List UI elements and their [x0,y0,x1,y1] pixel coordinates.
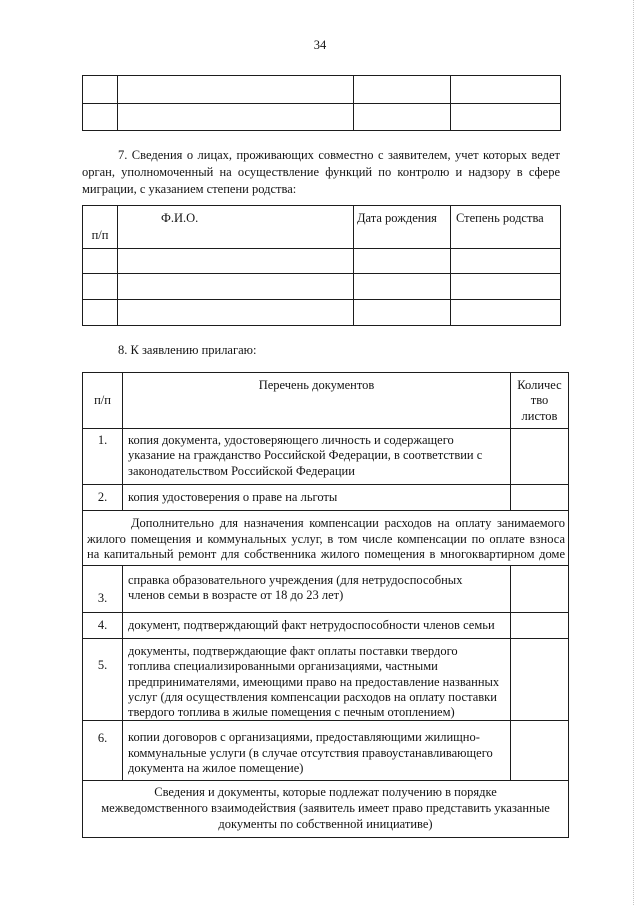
table-cell [354,104,451,131]
header-full-name [118,206,354,249]
row-sheet-count [511,566,569,613]
interagency-note [83,781,569,838]
table-cell [83,300,118,326]
table-row [83,721,569,781]
paragraph-line: орган, уполномоченный на осуществление функций по контролю и надзору в сфере [82,165,560,179]
table-row [83,249,561,274]
header-sheet-count-line: тво [530,393,549,408]
document-line: членов семьи в возрасте от 18 до 23 лет) [128,588,344,603]
row-document [123,429,511,485]
table-cell [451,104,561,131]
section-7-paragraph [82,147,560,198]
row-number [83,639,123,721]
note-line: межведомственного взаимодействия (заявитель имеет право представить указанные [101,801,550,816]
document-line: твердого топлива в жилые помещения с печным отоплением) [128,705,455,720]
row-sheet-count [511,639,569,721]
table-cell [83,249,118,274]
table-row [83,429,569,485]
row-number [83,566,123,613]
table-cell [451,249,561,274]
row-number-label: 1. [97,433,108,447]
table-row [83,639,569,721]
header-sheet-count [511,373,569,429]
document-line: документы, подтверждающие факт оплаты поставки твердого [128,644,458,658]
document-line: коммунальные услуги (в случае отсутствия правоустанавливающего [128,745,493,760]
row-number-label: 4. [97,618,108,632]
table-cell [118,274,354,300]
document-line: копии договоров с организациями, предоставляющими жилищно- [128,730,480,745]
table-header-row [83,373,569,429]
document-line: законодательством Российской Федерации [128,463,355,478]
table-cell [354,274,451,300]
page-number: 34 [313,38,327,52]
row-number-label: 6. [97,731,108,746]
table-row [83,613,569,639]
row-sheet-count [511,485,569,511]
documents-table [82,372,569,838]
row-number [83,429,123,485]
section-note-row [83,781,569,838]
table-cell [118,300,354,326]
table-cell [118,76,354,104]
document-line: топлива специализированными организациями, частными [128,659,438,674]
table-cell [354,300,451,326]
section-note-row [83,511,569,566]
row-document [123,613,511,639]
header-documents-list-label: Перечень документов [258,378,375,392]
table-cell [354,249,451,274]
section-8-heading-text: 8. К заявлению прилагаю: [118,343,257,357]
header-documents-list [123,373,511,429]
row-sheet-count [511,721,569,781]
continued-table [82,75,561,131]
header-relationship-label: Степень родства [456,211,544,225]
header-sheet-count-line: листов [521,408,558,423]
table-cell [451,76,561,104]
row-number-label: 3. [97,590,108,605]
row-sheet-count [511,429,569,485]
additional-section-note [83,511,569,566]
table-cell [451,274,561,300]
table-row [83,76,561,104]
document-line: услуг (для осуществления компенсации расходов на оплату поставки [128,689,497,704]
table-cell [118,104,354,131]
document-line: указание на гражданство Российской Федерации, в соответствии с [128,448,483,463]
row-document [123,639,511,721]
row-document [123,566,511,613]
paragraph-line: миграции, с указанием степени родства: [82,182,297,196]
note-line: документы по собственной инициативе) [218,817,433,832]
table-row [83,274,561,300]
table-cell [354,76,451,104]
note-line: на капитальный ремонт для собственника жилого помещения в многоквартирном доме [87,547,565,561]
header-number-label: п/п [91,227,109,242]
row-sheet-count [511,613,569,639]
document-line: копия документа, удостоверяющего личность и содержащего [128,433,454,447]
header-relationship [451,206,561,249]
header-sheet-count-line: Количес [517,378,562,392]
residents-table [82,205,561,326]
document-line: документ, подтверждающий факт нетрудоспособности членов семьи [128,618,495,632]
note-line: Сведения и документы, которые подлежат получению в порядке [154,785,497,800]
document-line: документа на жилое помещение) [128,761,304,776]
header-birth-date [354,206,451,249]
table-row [83,104,561,131]
header-number [83,206,118,249]
row-number [83,613,123,639]
header-full-name-label: Ф.И.О. [161,211,199,225]
table-cell [83,274,118,300]
document-line: копия удостоверения о праве на льготы [128,490,338,504]
row-document [123,721,511,781]
section-8-heading [118,342,418,359]
table-cell [83,76,118,104]
table-row [83,566,569,613]
scan-edge-artifact [633,0,634,905]
table-cell [451,300,561,326]
note-line: жилого помещения и коммунальных услуг, в том числе компенсации по оплате взноса [87,531,565,546]
row-number [83,485,123,511]
table-row [83,300,561,326]
table-cell [118,249,354,274]
table-cell [83,104,118,131]
header-number [83,373,123,429]
document-line: предпринимателями, имеющими право на предоставление названных [128,674,500,689]
table-row [83,485,569,511]
table-header-row [83,206,561,249]
row-document [123,485,511,511]
row-number-label: 2. [97,490,108,504]
row-number-label: 5. [97,658,108,672]
paragraph-line: 7. Сведения о лицах, проживающих совместно с заявителем, учет которых ведет [118,148,560,162]
row-number [83,721,123,781]
header-birth-date-label: Дата рождения [357,211,437,225]
note-line: Дополнительно для назначения компенсации расходов на оплату занимаемого [131,516,565,530]
document-line: справка образовательного учреждения (для нетрудоспособных [128,573,463,587]
header-number-label: п/п [94,392,111,407]
